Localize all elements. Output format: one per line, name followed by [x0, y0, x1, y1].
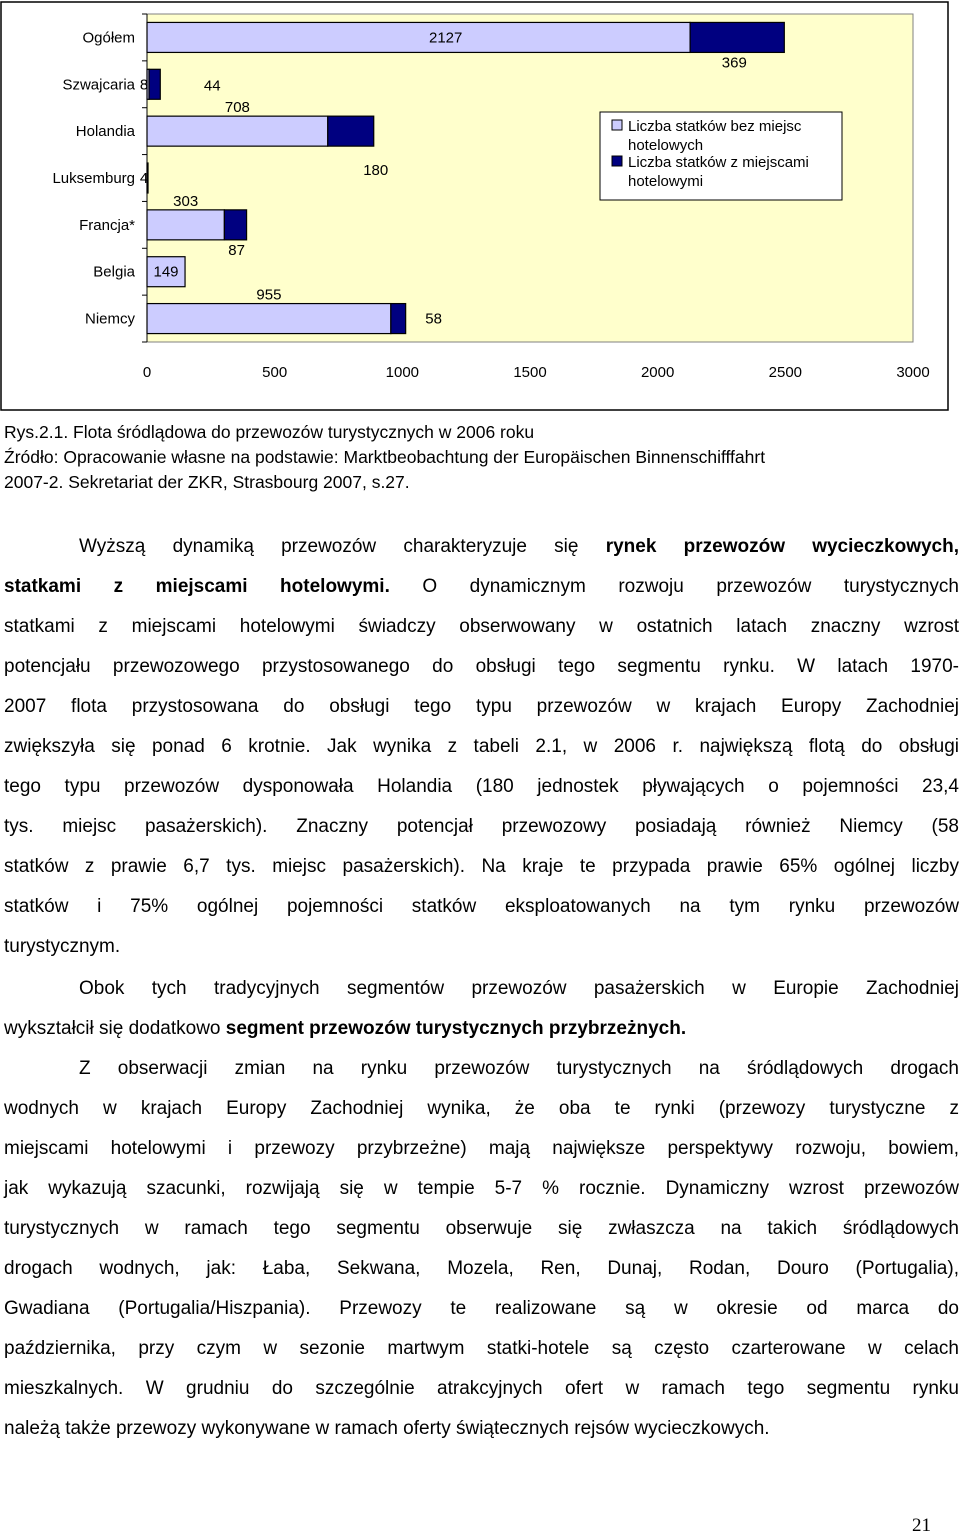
- data-label-with-hotel: 369: [721, 54, 747, 72]
- caption-title: Rys.2.1. Flota śródlądowa do przewozów turystycznych w 2006 roku: [4, 422, 535, 442]
- bar-with-hotel: [328, 116, 374, 146]
- text-line: turystycznym.: [4, 936, 121, 957]
- text-line: tego typu przewozów dysponowała Holandia (180 jednostek pływających o pojemności 23,4: [4, 776, 959, 797]
- data-label-without-hotel: 149: [153, 263, 179, 281]
- y-tick-label: Niemcy: [84, 310, 135, 328]
- text-line: [4, 1009, 959, 1049]
- text-line: drogach wodnych, jak: Łaba, Sekwana, Mozela, Ren, Dunaj, Rodan, Douro (Portugalia),: [4, 1258, 959, 1279]
- text-segment: O dynamicznym rozwoju przewozów turystycznych: [389, 576, 959, 597]
- text-line: 2007 flota przystosowana do obsługi tego typu przewozów w krajach Europy Zachodniej: [4, 696, 959, 717]
- data-label-without-hotel: 2127: [429, 29, 463, 47]
- y-tick-label: Luksemburg: [52, 170, 135, 187]
- text-line: [4, 567, 959, 607]
- text-line: tys. miejsc pasażerskich). Znaczny potencjał przewozowy posiadają również Niemcy (58: [4, 816, 959, 837]
- caption-source-cont: 2007-2. Sekretariat der ZKR, Strasbourg 2007, s.27.: [4, 472, 410, 492]
- bar-with-hotel: [149, 69, 160, 99]
- x-tick-label: 1000: [385, 364, 420, 381]
- x-tick-label: 3000: [896, 364, 930, 381]
- text-line: października, przy czym w sezonie martwym statki-hotele są często czarterowane w celach: [4, 1338, 959, 1359]
- y-tick-label: Ogółem: [82, 29, 135, 47]
- x-tick-label: 500: [262, 364, 288, 381]
- text-line: [4, 527, 959, 567]
- data-label-without-hotel: 708: [224, 99, 250, 117]
- legend-label: Liczba statków bez miejsc: [628, 118, 802, 135]
- text-line: miejscami hotelowymi i przewozy przybrzeżne) mają największe perspektywy rozwoju, bowiem,: [4, 1138, 959, 1159]
- bar-with-hotel: [391, 304, 406, 334]
- data-label-without-hotel: 303: [173, 192, 199, 210]
- chart-svg: [0, 0, 960, 412]
- data-label-without-hotel: 8: [139, 76, 149, 94]
- y-tick-label: Holandia: [75, 123, 135, 141]
- paragraph-2: [4, 969, 959, 1049]
- emphasis-text: rynek przewozów wycieczkowych,: [605, 536, 959, 557]
- emphasis-text: statkami z miejscami hotelowymi.: [4, 576, 390, 597]
- bar-with-hotel: [690, 22, 784, 52]
- caption-source: Źródło: Opracowanie własne na podstawie: Marktbeobachtung der Europäischen Binnenschifffahrt: [4, 447, 766, 467]
- text-line: statkami z miejscami hotelowymi świadczy obserwowany w ostatnich latach znaczny wzrost: [4, 616, 959, 637]
- text-line: Obok tych tradycyjnych segmentów przewozów pasażerskich w Europie Zachodniej: [79, 978, 959, 999]
- data-label-with-hotel: 180: [363, 162, 389, 180]
- bar-with-hotel: [224, 210, 246, 240]
- bar-without-hotel: [147, 116, 328, 146]
- data-label-with-hotel: 44: [203, 77, 221, 95]
- data-label-with-hotel: 58: [425, 310, 442, 328]
- text-segment: wykształcił się dodatkowo: [4, 1018, 226, 1039]
- legend-label-cont: hotelowych: [628, 137, 704, 154]
- text-line: statków z prawie 6,7 tys. miejsc pasażerskich). Na kraje te przypada prawie 65% ogólnej liczby: [4, 856, 959, 877]
- y-tick-label: Belgia: [93, 263, 135, 281]
- x-tick-label: 2000: [640, 364, 675, 381]
- data-label-with-hotel: 87: [228, 241, 245, 259]
- data-label-without-hotel: 4: [139, 170, 149, 187]
- text-line: Gwadiana (Portugalia/Hiszpania). Przewozy te realizowane są w okresie od marca do: [4, 1298, 959, 1319]
- text-line: należą także przewozy wykonywane w ramach oferty świątecznych rejsów wycieczkowych.: [4, 1418, 770, 1439]
- text-line: zwiększyła się ponad 6 krotnie. Jak wynika z tabeli 2.1, w 2006 r. największą flotą do obsługi: [4, 736, 959, 757]
- text-line: turystycznych w ramach tego segmentu obserwuje się zwłaszcza na takich śródlądowych: [4, 1218, 959, 1239]
- paragraph-3: [4, 1049, 959, 1449]
- data-label-without-hotel: 955: [256, 286, 282, 304]
- x-tick-label: 2500: [768, 364, 803, 381]
- text-line: Z obserwacji zmian na rynku przewozów turystycznych na śródlądowych drogach: [79, 1058, 959, 1079]
- legend-label-cont: hotelowymi: [628, 173, 704, 190]
- text-segment: Wyższą dynamiką przewozów charakteryzuje się: [79, 536, 606, 557]
- paragraph-1: [4, 527, 959, 967]
- emphasis-text: segment przewozów turystycznych przybrzeżnych.: [225, 1018, 687, 1039]
- y-tick-label: Szwajcaria: [62, 76, 135, 94]
- text-line: wodnych w krajach Europy Zachodniej wynika, że oba te rynki (przewozy turystyczne z: [4, 1098, 959, 1119]
- bar-without-hotel: [147, 304, 391, 334]
- bar-without-hotel: [147, 22, 690, 52]
- page-number: 21: [912, 1515, 931, 1536]
- legend-swatch: [612, 120, 622, 130]
- legend-swatch: [612, 156, 622, 166]
- y-tick-label: Francja*: [79, 216, 135, 234]
- bar-without-hotel: [147, 210, 224, 240]
- text-line: potencjału przewozowego przystosowanego do obsługi tego segmentu rynku. W latach 1970-: [4, 656, 959, 677]
- fleet-bar-chart: [0, 0, 960, 412]
- text-line: statków i 75% ogólnej pojemności statków eksploatowanych na tym rynku przewozów: [4, 896, 959, 917]
- text-line: mieszkalnych. W grudniu do szczególnie atrakcyjnych ofert w ramach tego segmentu rynku: [4, 1378, 959, 1399]
- legend-label: Liczba statków z miejscami: [628, 154, 809, 171]
- x-tick-label: 1500: [513, 364, 547, 381]
- text-line: jak wykazują szacunki, rozwijają się w tempie 5-7 % rocznie. Dynamiczny wzrost przewozów: [4, 1178, 959, 1199]
- x-tick-label: 0: [142, 364, 152, 381]
